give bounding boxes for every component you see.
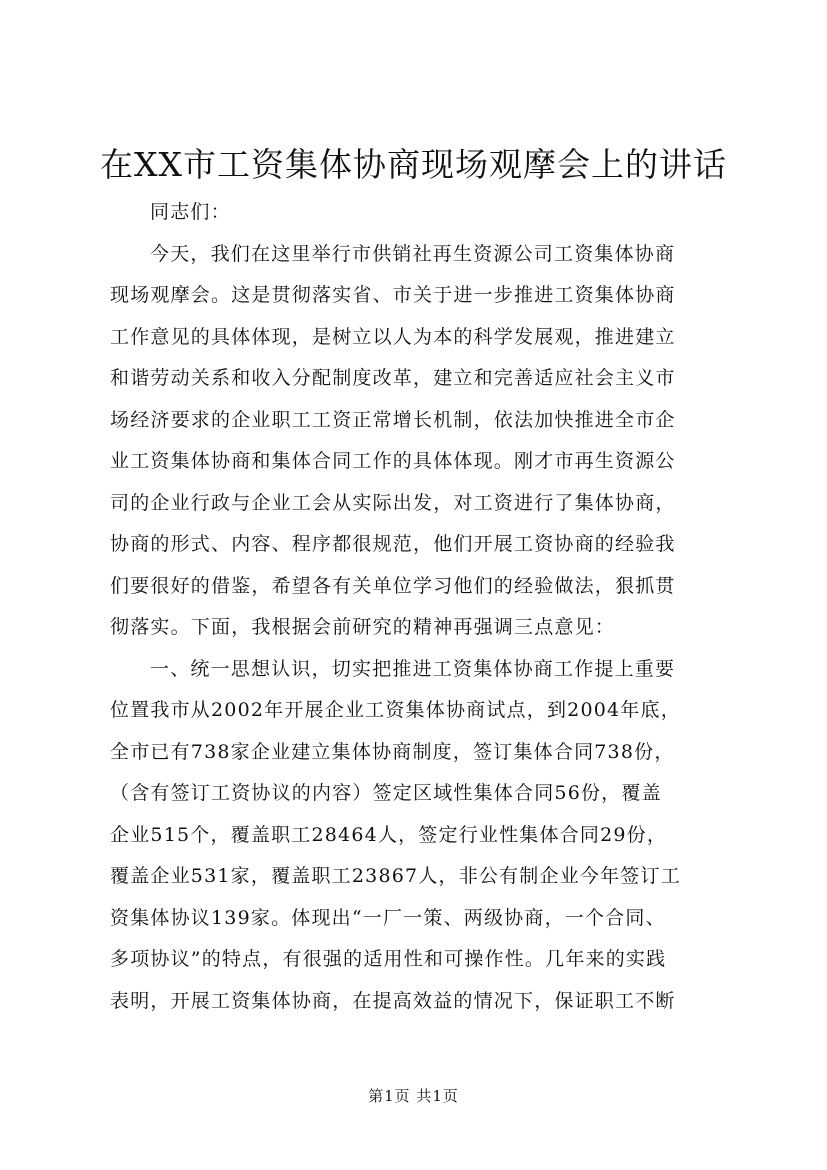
- text-line: 司的企业行政与企业工会从实际出发，对工资进行了集体协商，: [110, 491, 676, 514]
- text-line: 彻落实。下面，我根据会前研究的精神再强调三点意见：: [110, 616, 616, 638]
- text-line: 一、统一思想认识，切实把推进工资集体协商工作提上重要: [150, 657, 676, 680]
- text-line: 场经济要求的企业职工工资正常增长机制，依法加快推进全市企: [110, 408, 676, 431]
- text-line: 们要很好的借鉴，希望各有关单位学习他们的经验做法，狠抓贯: [110, 574, 676, 597]
- text-line: 企业515个，覆盖职工28464人，签定行业性集体合同29份，: [110, 823, 668, 846]
- text-line: 协商的形式、内容、程序都很规范，他们开展工资协商的经验我: [110, 533, 676, 555]
- text-line: 全市已有738家企业建立集体协商制度，签订集体合同738份，: [110, 740, 675, 763]
- text-line: 和谐劳动关系和收入分配制度改革，建立和完善适应社会主义市: [110, 367, 676, 389]
- text-line: 工作意见的具体体现，是树立以人为本的科学发展观，推进建立: [110, 325, 676, 348]
- text-line: 覆盖企业531家，覆盖职工23867人，非公有制企业今年签订工: [110, 865, 681, 887]
- document-title: 在XX市工资集体协商现场观摩会上的讲话: [100, 145, 727, 184]
- page-footer: 第1页 共1页: [368, 1087, 459, 1105]
- text-line: 现场观摩会。这是贯彻落实省、市关于进一步推进工资集体协商: [110, 284, 676, 306]
- text-line: 多项协议”的特点，有很强的适用性和可操作性。几年来的实践: [110, 948, 667, 970]
- text-line: 业工资集体协商和集体合同工作的具体体现。刚才市再生资源公: [110, 450, 676, 472]
- text-line: 今天，我们在这里举行市供销社再生资源公司工资集体协商: [150, 242, 676, 265]
- text-line: 资集体协议139家。体现出“一厂一策、两级协商，一个合同、: [110, 906, 666, 929]
- salutation: 同志们：: [150, 201, 231, 223]
- text-line: 表明，开展工资集体协商，在提高效益的情况下，保证职工不断: [110, 989, 676, 1012]
- text-line: 位置我市从2002年开展企业工资集体协商试点，到2004年底，: [110, 699, 681, 721]
- text-line: （含有签订工资协议的内容）签定区域性集体合同56份，覆盖: [110, 782, 662, 804]
- document-body: [110, 192, 715, 1022]
